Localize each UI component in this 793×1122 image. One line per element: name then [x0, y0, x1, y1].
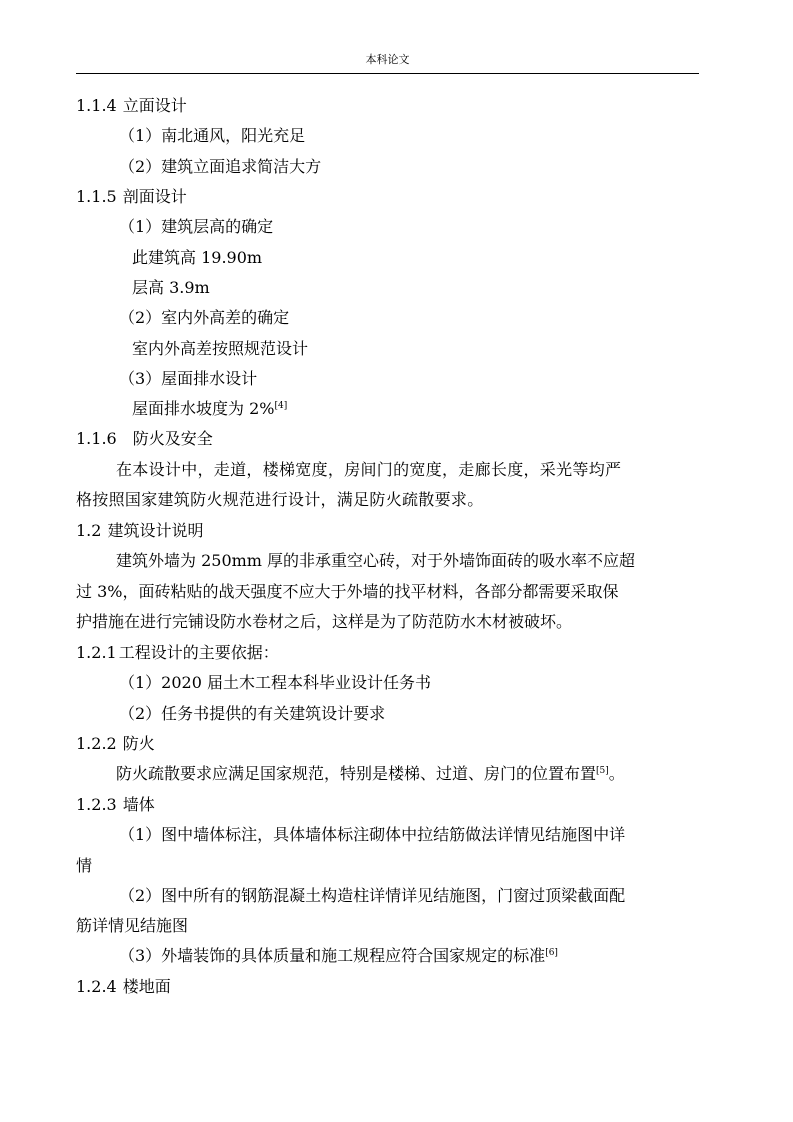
paragraph-line: （1）图中墙体标注，具体墙体标注砌体中拉结筋做法详情见结施图中详 — [119, 825, 626, 844]
section-number: 1.2 — [76, 521, 102, 540]
paragraph-line: （2）图中所有的钢筋混凝土构造柱详情详见结施图，门窗过顶梁截面配 — [119, 886, 626, 905]
text: （3）外墙装饰的具体质量和施工规程应符合国家规定的标准 — [119, 946, 546, 965]
section-title: 楼地面 — [122, 977, 171, 996]
heading-1-2-2 — [76, 734, 701, 754]
text-line: 室内外高差按照规范设计 — [132, 339, 309, 358]
text-line: 此建筑高 19.90m — [132, 248, 263, 267]
section-number: 1.2.1 — [76, 643, 117, 662]
section-number: 1.2.4 — [76, 977, 117, 996]
section-title: 立面设计 — [122, 96, 187, 115]
running-header: 本科论文 — [365, 53, 410, 66]
section-title: 防火及安全 — [132, 429, 213, 448]
text-line: 层高 3.9m — [132, 278, 210, 297]
citation-ref: [5] — [596, 766, 609, 776]
section-number: 1.2.3 — [76, 795, 117, 814]
section-number: 1.2.2 — [76, 734, 117, 753]
text-line — [132, 399, 757, 419]
paragraph-line: 在本设计中，走道，楼梯宽度，房间门的宽度，走廊长度，采光等均严 — [116, 460, 622, 479]
text: 。 — [608, 764, 625, 783]
list-item: （1）建筑层高的确定 — [119, 217, 274, 236]
heading-1-2-4 — [76, 977, 701, 997]
paragraph-line: 建筑外墙为 250mm 厚的非承重空心砖，对于外墙饰面砖的吸水率不应超 — [116, 551, 636, 570]
section-number: 1.1.6 — [76, 429, 117, 448]
text: 防火疏散要求应满足国家规范，特别是楼梯、过道、房门的位置布置 — [116, 764, 597, 783]
paragraph-line: 过 3%，面砖粘贴的战天强度不应大于外墙的找平材料，各部分都需要采取保 — [76, 582, 619, 601]
citation-ref: [6] — [545, 948, 558, 958]
list-item: （2）任务书提供的有关建筑设计要求 — [119, 704, 386, 723]
paragraph-line: 格按照国家建筑防火规范进行设计，满足防火疏散要求。 — [76, 490, 484, 509]
list-item: （2）室内外高差的确定 — [119, 308, 290, 327]
paragraph-line: 情 — [76, 856, 93, 875]
heading-1-1-4 — [76, 96, 701, 116]
list-item: （1）南北通风，阳光充足 — [119, 126, 306, 145]
text: 屋面排水坡度为 2% — [132, 399, 275, 418]
section-title: 防火 — [122, 734, 155, 753]
paragraph-line: 护措施在进行完铺设防水卷材之后，这样是为了防范防水木材被破坏。 — [76, 612, 573, 631]
section-title: 墙体 — [122, 795, 155, 814]
section-title: 建筑设计说明 — [107, 521, 204, 540]
citation-ref: [4] — [274, 401, 288, 411]
section-title: 剖面设计 — [122, 187, 187, 206]
paragraph-line: 筋详情见结施图 — [76, 916, 189, 935]
heading-1-1-6 — [76, 429, 701, 449]
list-item: （2）建筑立面追求简洁大方 — [119, 157, 322, 176]
section-number: 1.1.5 — [76, 187, 117, 206]
section-number: 1.1.4 — [76, 96, 117, 115]
heading-1-2-3 — [76, 795, 701, 815]
list-item: （1）2020 届土木工程本科毕业设计任务书 — [119, 673, 431, 692]
heading-1-1-5 — [76, 187, 701, 207]
paragraph-line — [119, 946, 744, 966]
header-rule — [76, 73, 699, 74]
paragraph-line — [116, 764, 741, 784]
section-title: 工程设计的主要依据： — [118, 643, 279, 662]
heading-1-2 — [76, 521, 701, 541]
heading-1-2-1 — [76, 643, 701, 663]
list-item: （3）屋面排水设计 — [119, 369, 258, 388]
